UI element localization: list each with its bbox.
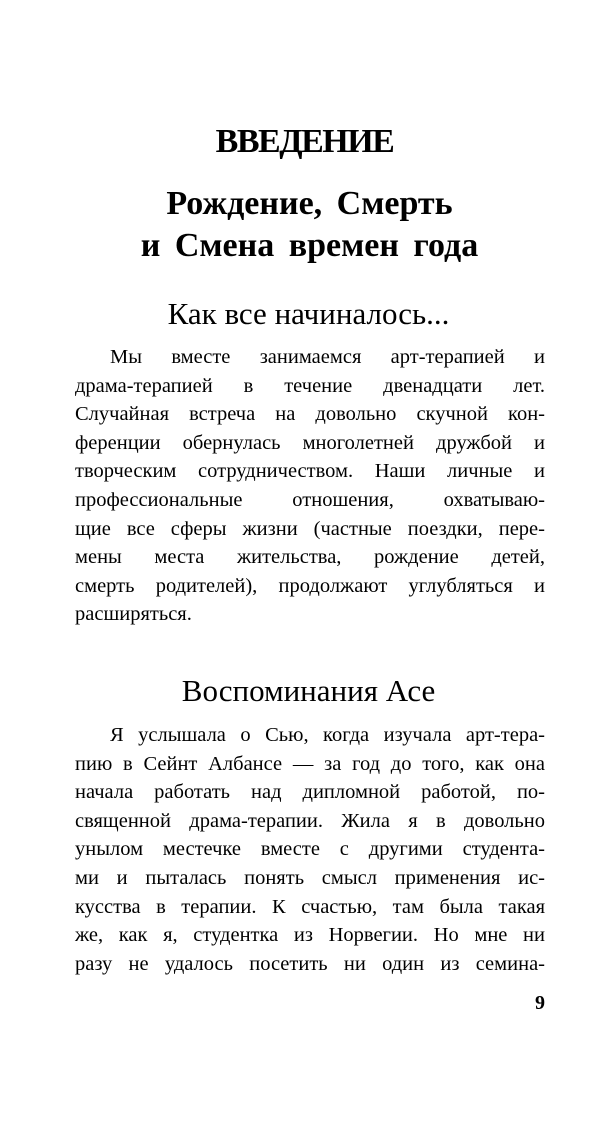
paragraph	[75, 343, 545, 629]
text-line: ми и пыталась понять смысл применения ис-	[75, 866, 545, 889]
text-line: кусства в терапии. К счастью, там была такая	[75, 895, 545, 918]
text-line: Мы вместе занимаемся арт-терапией и	[110, 346, 545, 368]
chapter-title: ВВЕДЕНИЕ	[215, 123, 394, 160]
section-heading: Воспоминания Асе	[181, 673, 436, 708]
text-line: профессиональные отношения, охватываю-	[75, 488, 545, 511]
page-number: 9	[535, 992, 545, 1014]
paragraph	[75, 721, 545, 978]
text-line: ференции обернулась многолетней дружбой и	[75, 431, 545, 454]
text-line: священной драма-терапии. Жила я в довольно	[75, 809, 545, 832]
text-line: разу не удалось посетить ни один из семина-	[75, 952, 545, 975]
text-line: унылом местечке вместе с другими студента-	[75, 838, 545, 861]
text-line: мены места жительства, рождение детей,	[75, 546, 545, 569]
text-line: же, как я, студентка из Норвегии. Но мне ни	[75, 924, 545, 947]
text-line: Случайная встреча на довольно скучной кон-	[75, 403, 545, 426]
text-line: творческим сотрудничеством. Наши личные и	[75, 460, 545, 483]
text-line: расширяться.	[75, 603, 192, 626]
text-line: пию в Сейнт Албансе — за год до того, как она	[75, 752, 545, 775]
text-line: начала работать над дипломной работой, по-	[75, 781, 545, 804]
text-line: смерть родителей), продолжают углубляться и	[75, 574, 545, 597]
chapter-subtitle-line: и Смена времен года	[140, 227, 479, 264]
chapter-subtitle	[0, 183, 609, 267]
chapter-subtitle-line: Рождение, Смерть	[166, 185, 453, 222]
text-line: щие все сферы жизни (частные поездки, пере-	[75, 517, 545, 540]
text-line: Я услышала о Сью, когда изучала арт-тера-	[110, 724, 545, 746]
section-heading: Как все начиналось...	[167, 296, 450, 331]
text-line: драма-терапией в течение двенадцати лет.	[75, 374, 545, 397]
